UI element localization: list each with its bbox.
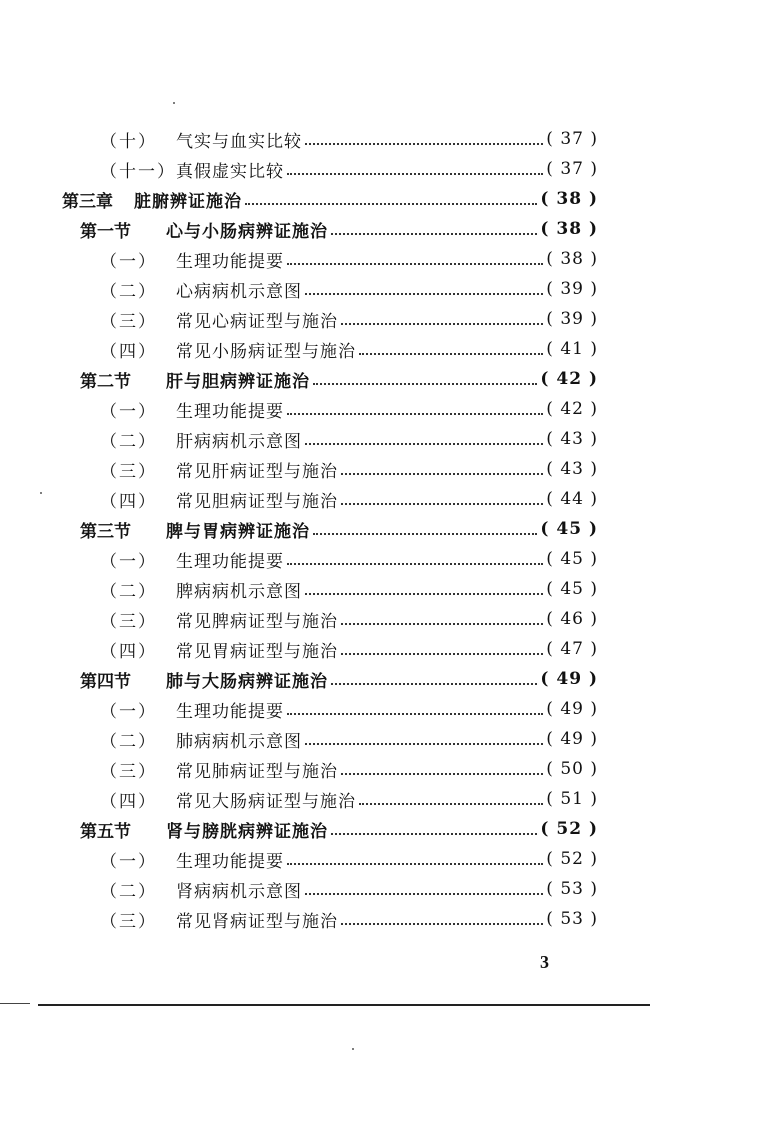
leader-dots bbox=[305, 292, 543, 295]
toc-entry-page: ( 39 ) bbox=[546, 309, 598, 329]
toc-entry-title: 心病病机示意图 bbox=[176, 281, 302, 302]
toc-entry bbox=[100, 484, 598, 514]
toc-entry-title: 常见脾病证型与施治 bbox=[176, 611, 338, 632]
leader-dots bbox=[305, 592, 543, 595]
leader-dots bbox=[341, 772, 543, 775]
leader-dots bbox=[341, 622, 543, 625]
toc-entry bbox=[100, 154, 598, 184]
toc-section-number: 第三节 bbox=[80, 521, 131, 542]
toc-entry-page: ( 44 ) bbox=[546, 489, 598, 509]
toc-entry-title: 生理功能提要 bbox=[176, 851, 284, 872]
toc-chapter-title: 脏腑辨证施治 bbox=[134, 191, 242, 212]
toc-entry-page: ( 43 ) bbox=[546, 429, 598, 449]
toc-entry-title: 常见肺病证型与施治 bbox=[176, 761, 338, 782]
toc-entry-number: （二） bbox=[100, 581, 157, 602]
toc-entry-title: 生理功能提要 bbox=[176, 251, 284, 272]
toc-entry-title: 生理功能提要 bbox=[176, 401, 284, 422]
toc-section-title: 肺与大肠病辨证施治 bbox=[166, 671, 328, 692]
toc-section bbox=[80, 664, 598, 694]
toc-entry-title: 肝病病机示意图 bbox=[176, 431, 302, 452]
toc-entry-title: 肾病病机示意图 bbox=[176, 881, 302, 902]
leader-dots bbox=[331, 682, 537, 685]
toc-entry bbox=[100, 844, 598, 874]
leader-dots bbox=[313, 532, 537, 535]
toc-entry-page: ( 37 ) bbox=[546, 159, 598, 179]
toc-entry-number: （二） bbox=[100, 731, 157, 752]
toc-entry bbox=[100, 124, 598, 154]
toc-entry-number: （十一） bbox=[100, 161, 176, 182]
toc-entry bbox=[100, 784, 598, 814]
toc-entry-page: ( 45 ) bbox=[546, 579, 598, 599]
leader-dots bbox=[287, 862, 543, 865]
toc-entry-number: （一） bbox=[100, 251, 157, 272]
toc-entry bbox=[100, 424, 598, 454]
toc-entry-number: （三） bbox=[100, 761, 157, 782]
toc-section-title: 肾与膀胱病辨证施治 bbox=[166, 821, 328, 842]
toc-entry-page: ( 51 ) bbox=[546, 789, 598, 809]
toc-entry bbox=[100, 874, 598, 904]
footer-rule bbox=[38, 1004, 650, 1006]
toc-section-title: 心与小肠病辨证施治 bbox=[166, 221, 328, 242]
toc-section-number: 第二节 bbox=[80, 371, 131, 392]
toc-entry-page: ( 39 ) bbox=[546, 279, 598, 299]
toc-entry-number: （四） bbox=[100, 641, 157, 662]
toc-entry-page: ( 46 ) bbox=[546, 609, 598, 629]
leader-dots bbox=[287, 172, 543, 175]
toc-entry bbox=[100, 754, 598, 784]
leader-dots bbox=[359, 802, 543, 805]
toc-entry-title: 脾病病机示意图 bbox=[176, 581, 302, 602]
toc-entry-number: （三） bbox=[100, 461, 157, 482]
toc-section bbox=[80, 214, 598, 244]
toc-entry bbox=[100, 574, 598, 604]
toc-entry bbox=[100, 334, 598, 364]
toc-entry-title: 肺病病机示意图 bbox=[176, 731, 302, 752]
toc-entry-number: （一） bbox=[100, 701, 157, 722]
toc-entry-number: （四） bbox=[100, 491, 157, 512]
toc-section-title: 脾与胃病辨证施治 bbox=[166, 521, 310, 542]
leader-dots bbox=[305, 142, 543, 145]
toc-section-page: ( 38 ) bbox=[540, 219, 598, 239]
toc-entry-title: 常见心病证型与施治 bbox=[176, 311, 338, 332]
toc-entry-title: 生理功能提要 bbox=[176, 701, 284, 722]
toc-entry-page: ( 52 ) bbox=[546, 849, 598, 869]
toc-chapter-page: ( 38 ) bbox=[540, 189, 598, 209]
toc-section-page: ( 45 ) bbox=[540, 519, 598, 539]
toc-entry bbox=[100, 634, 598, 664]
scan-speck bbox=[40, 492, 42, 494]
leader-dots bbox=[305, 442, 543, 445]
toc-entry-number: （十） bbox=[100, 131, 157, 152]
toc-entry bbox=[100, 454, 598, 484]
leader-dots bbox=[287, 262, 543, 265]
toc-entry-page: ( 45 ) bbox=[546, 549, 598, 569]
toc-entry bbox=[100, 274, 598, 304]
leader-dots bbox=[359, 352, 543, 355]
toc-entry-title: 常见大肠病证型与施治 bbox=[176, 791, 356, 812]
toc-entry bbox=[100, 604, 598, 634]
toc-entry-page: ( 41 ) bbox=[546, 339, 598, 359]
toc-entry bbox=[100, 304, 598, 334]
leader-dots bbox=[305, 892, 543, 895]
toc-entry-page: ( 38 ) bbox=[546, 249, 598, 269]
toc-entry bbox=[100, 544, 598, 574]
toc-entry bbox=[100, 244, 598, 274]
toc-chapter-number: 第三章 bbox=[62, 191, 113, 212]
toc-entry-number: （三） bbox=[100, 611, 157, 632]
toc-entry bbox=[100, 904, 598, 934]
scan-speck bbox=[173, 102, 175, 104]
toc-entry bbox=[100, 724, 598, 754]
leader-dots bbox=[313, 382, 537, 385]
toc-entry-title: 常见小肠病证型与施治 bbox=[176, 341, 356, 362]
page-number: 3 bbox=[540, 952, 549, 972]
toc-entry-number: （一） bbox=[100, 851, 157, 872]
toc-entry-page: ( 49 ) bbox=[546, 729, 598, 749]
toc-entry-title: 常见胆病证型与施治 bbox=[176, 491, 338, 512]
toc-entry-page: ( 37 ) bbox=[546, 129, 598, 149]
leader-dots bbox=[341, 472, 543, 475]
toc-entry-page: ( 42 ) bbox=[546, 399, 598, 419]
toc-entry-title: 真假虚实比较 bbox=[176, 161, 284, 182]
toc-entry-number: （二） bbox=[100, 431, 157, 452]
toc-entry-number: （一） bbox=[100, 401, 157, 422]
leader-dots bbox=[305, 742, 543, 745]
toc-section-title: 肝与胆病辨证施治 bbox=[166, 371, 310, 392]
leader-dots bbox=[245, 202, 537, 205]
toc-section bbox=[80, 514, 598, 544]
leader-dots bbox=[287, 412, 543, 415]
toc-entry-number: （二） bbox=[100, 281, 157, 302]
toc-entry-number: （四） bbox=[100, 791, 157, 812]
toc-entry-title: 常见胃病证型与施治 bbox=[176, 641, 338, 662]
toc-section-page: ( 52 ) bbox=[540, 819, 598, 839]
toc-entry-number: （三） bbox=[100, 311, 157, 332]
toc-entry bbox=[100, 694, 598, 724]
toc-entry-title: 生理功能提要 bbox=[176, 551, 284, 572]
leader-dots bbox=[287, 712, 543, 715]
toc-section bbox=[80, 814, 598, 844]
toc-entry-page: ( 43 ) bbox=[546, 459, 598, 479]
toc-section-number: 第四节 bbox=[80, 671, 131, 692]
leader-dots bbox=[341, 652, 543, 655]
leader-dots bbox=[341, 922, 543, 925]
footer-rule-left bbox=[0, 1003, 30, 1004]
toc-entry-number: （四） bbox=[100, 341, 157, 362]
toc-entry-page: ( 53 ) bbox=[546, 909, 598, 929]
toc-entry-number: （二） bbox=[100, 881, 157, 902]
leader-dots bbox=[331, 832, 537, 835]
toc-entry-page: ( 50 ) bbox=[546, 759, 598, 779]
toc-entry-number: （三） bbox=[100, 911, 157, 932]
toc-section-number: 第五节 bbox=[80, 821, 131, 842]
scan-speck bbox=[352, 1048, 354, 1050]
toc-section-page: ( 42 ) bbox=[540, 369, 598, 389]
leader-dots bbox=[287, 562, 543, 565]
toc-entry-number: （一） bbox=[100, 551, 157, 572]
leader-dots bbox=[331, 232, 537, 235]
toc-section bbox=[80, 364, 598, 394]
toc-section-number: 第一节 bbox=[80, 221, 131, 242]
toc-entry-page: ( 53 ) bbox=[546, 879, 598, 899]
leader-dots bbox=[341, 322, 543, 325]
toc-entry bbox=[100, 394, 598, 424]
toc-entry-title: 气实与血实比较 bbox=[176, 131, 302, 152]
leader-dots bbox=[341, 502, 543, 505]
toc-entry-title: 常见肾病证型与施治 bbox=[176, 911, 338, 932]
toc-entry-page: ( 47 ) bbox=[546, 639, 598, 659]
toc-entry-page: ( 49 ) bbox=[546, 699, 598, 719]
toc-chapter bbox=[62, 184, 598, 214]
toc-section-page: ( 49 ) bbox=[540, 669, 598, 689]
toc-entry-title: 常见肝病证型与施治 bbox=[176, 461, 338, 482]
